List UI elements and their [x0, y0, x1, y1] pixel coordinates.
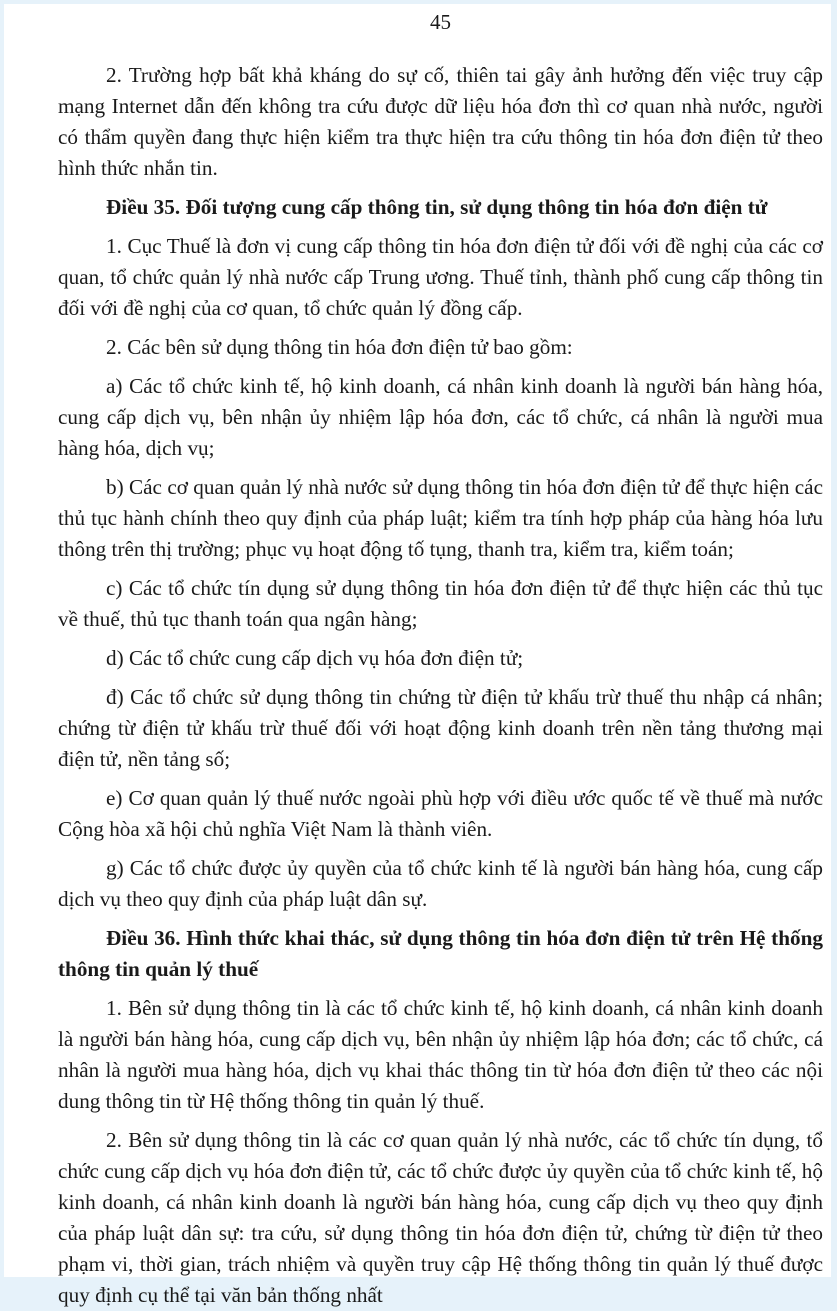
paragraph-item-g: g) Các tổ chức được ủy quyền của tổ chức kinh tế là người bán hàng hóa, cung cấp dịch vụ theo quy định của pháp luật dân sự.	[58, 856, 823, 911]
article-36-heading: Điều 36. Hình thức khai thác, sử dụng thông tin hóa đơn điện tử trên Hệ thống thông tin quản lý thuế	[58, 926, 823, 981]
document-page	[4, 4, 831, 1307]
paragraph-item-b: b) Các cơ quan quản lý nhà nước sử dụng thông tin hóa đơn điện tử để thực hiện các thủ tục hành chính theo quy định của pháp luật; kiểm tra tính hợp pháp của hàng hóa lưu thông trên thị trường; phục vụ hoạt động tố tụng, thanh tra, kiểm tra, kiểm toán;	[58, 475, 823, 561]
paragraph-item-c: c) Các tổ chức tín dụng sử dụng thông tin hóa đơn điện tử để thực hiện các thủ tục về thuế, thủ tục thanh toán qua ngân hàng;	[58, 576, 823, 631]
paragraph-item-dd: đ) Các tổ chức sử dụng thông tin chứng từ điện tử khấu trừ thuế thu nhập cá nhân; chứng từ điện tử khấu trừ thuế đối với hoạt động kinh doanh trên nền tảng thương mại điện tử, nền tảng số;	[58, 685, 823, 771]
paragraph-art35-clause-2: 2. Các bên sử dụng thông tin hóa đơn điện tử bao gồm:	[106, 335, 573, 359]
paragraph-item-e: e) Cơ quan quản lý thuế nước ngoài phù hợp với điều ước quốc tế về thuế mà nước Cộng hòa xã hội chủ nghĩa Việt Nam là thành viên.	[58, 786, 823, 841]
paragraph-clause-2-emergency: 2. Trường hợp bất khả kháng do sự cố, thiên tai gây ảnh hưởng đến việc truy cập mạng Internet dẫn đến không tra cứu được dữ liệu hóa đơn thì cơ quan nhà nước, người có thẩm quyền đang thực hiện kiểm tra thực hiện tra cứu thông tin hóa đơn điện tử theo hình thức nhắn tin.	[58, 63, 823, 180]
page-number: 45	[430, 10, 451, 34]
paragraph-art36-clause-2: 2. Bên sử dụng thông tin là các cơ quan quản lý nhà nước, các tổ chức tín dụng, tổ chức cung cấp dịch vụ hóa đơn điện tử, các tổ chức được ủy quyền của tổ chức kinh tế, hộ kinh doanh, cá nhân kinh doanh là người bán hàng hóa, cung cấp dịch vụ theo quy định của pháp luật dân sự: tra cứu, sử dụng thông tin hóa đơn điện tử, chứng từ điện tử theo phạm vi, thời gian, trách nhiệm và quyền truy cập Hệ thống thông tin quản lý thuế được quy định cụ thể tại văn bản thống nhất	[58, 1128, 823, 1307]
paragraph-art35-clause-1: 1. Cục Thuế là đơn vị cung cấp thông tin hóa đơn điện tử đối với đề nghị của các cơ quan, tổ chức quản lý nhà nước cấp Trung ương. Thuế tỉnh, thành phố cung cấp thông tin đối với đề nghị của cơ quan, tổ chức quản lý đồng cấp.	[58, 234, 823, 320]
paragraph-item-d: d) Các tổ chức cung cấp dịch vụ hóa đơn điện tử;	[106, 646, 524, 670]
paragraph-art36-clause-1: 1. Bên sử dụng thông tin là các tổ chức kinh tế, hộ kinh doanh, cá nhân kinh doanh là người bán hàng hóa, cung cấp dịch vụ, bên nhận ủy nhiệm lập hóa đơn; các tổ chức, cá nhân là người mua hàng hóa, dịch vụ khai thác thông tin từ hóa đơn điện tử theo các nội dung thông tin từ Hệ thống thông tin quản lý thuế.	[58, 996, 823, 1113]
paragraph-item-a: a) Các tổ chức kinh tế, hộ kinh doanh, cá nhân kinh doanh là người bán hàng hóa, cung cấp dịch vụ, bên nhận ủy nhiệm lập hóa đơn, các tổ chức, cá nhân là người mua hàng hóa, dịch vụ;	[58, 374, 823, 460]
page-content	[58, 4, 823, 1311]
article-35-heading: Điều 35. Đối tượng cung cấp thông tin, sử dụng thông tin hóa đơn điện tử	[106, 195, 768, 219]
